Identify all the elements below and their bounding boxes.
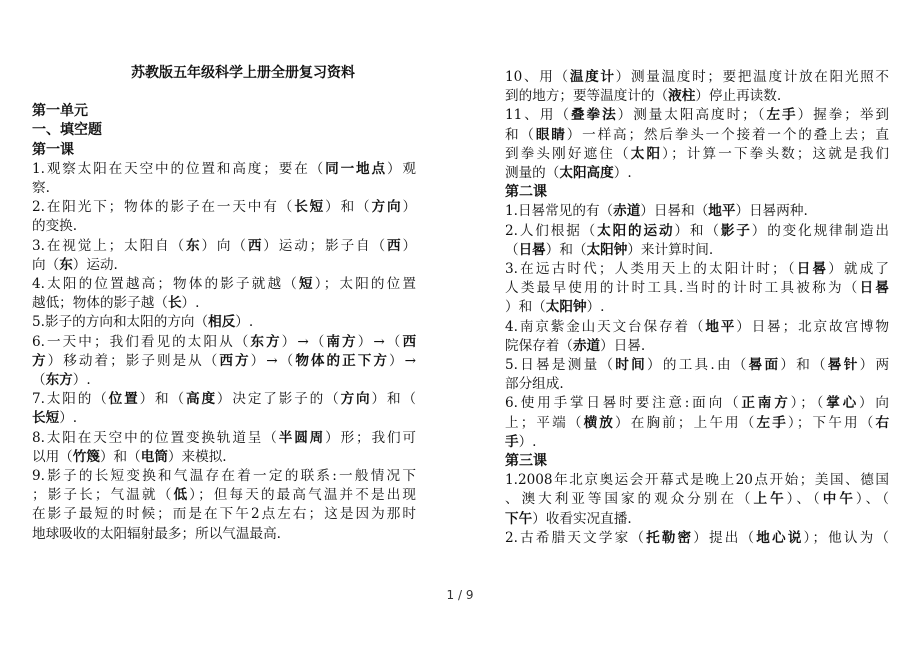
- text-segment: 测量的（: [505, 165, 560, 182]
- answer-text: 位置: [108, 391, 140, 408]
- text-segment: ）日晷；北京故宫博物: [736, 318, 889, 335]
- answer-text: 赤道: [613, 203, 641, 220]
- answer-text: 电筒: [140, 448, 168, 465]
- text-line: [32, 294, 416, 313]
- text-segment: ）.: [613, 165, 632, 182]
- text-line: [505, 394, 889, 413]
- text-line: [505, 164, 889, 183]
- text-segment: ）向: [859, 395, 889, 412]
- text-segment: ）日晷两种.: [735, 203, 808, 220]
- answer-text: 赤道: [572, 337, 601, 354]
- answer-text: 方向: [371, 199, 403, 216]
- text-segment: ）收看实况直播.: [532, 510, 632, 527]
- text-segment: ）移动着；影子则是从（: [47, 352, 220, 369]
- text-segment: 、澳大利亚等国家的观众分别在（: [505, 491, 754, 508]
- answer-text: 横放: [583, 414, 616, 431]
- answer-text: 相反: [208, 314, 236, 331]
- text-segment: 2.古希腊天文学家（: [505, 529, 647, 546]
- answer-text: 物体的正下方: [295, 352, 390, 369]
- answer-text: 日晷: [518, 241, 546, 258]
- text-segment: 9.影子的长短变换和气温存在着一定的联系:一般情况下: [32, 468, 416, 485]
- answer-text: 太阳钟: [545, 299, 587, 316]
- text-line: [32, 429, 416, 448]
- answer-text: 地平: [708, 203, 736, 220]
- answer-text: 右: [875, 414, 889, 431]
- answer-text: 温度计: [569, 69, 616, 85]
- answer-text: 左手: [766, 107, 798, 124]
- text-segment: 察.: [32, 180, 50, 197]
- text-segment: ）→: [389, 352, 416, 369]
- text-segment: 8.太阳在天空中的位置变换轨道呈（: [32, 429, 279, 446]
- text-segment: ）和（: [674, 222, 721, 239]
- lesson-heading: 第二课: [505, 184, 547, 201]
- text-line: [505, 490, 889, 509]
- text-segment: 6.一天中；我们看见的太阳从（: [32, 333, 251, 350]
- text-line: [505, 279, 889, 298]
- answer-text: 日晷: [796, 261, 829, 278]
- text-segment: 以用（: [32, 448, 73, 465]
- answer-text: 晷针: [827, 357, 860, 374]
- text-segment: ）向（: [201, 237, 248, 254]
- answer-text: 眼睛: [535, 126, 567, 143]
- text-segment: ）；计算一下拳头数；这就是我们: [662, 145, 889, 162]
- text-segment: （: [32, 372, 46, 389]
- text-segment: ）、（: [786, 491, 823, 508]
- text-line: [505, 356, 889, 375]
- text-segment: 5.日晷是测量（: [505, 357, 616, 374]
- answer-text: 晷面: [748, 357, 781, 374]
- lesson-heading: 第一课: [32, 141, 74, 158]
- text-segment: ）和（: [505, 299, 546, 316]
- answer-text: 时间: [615, 357, 647, 374]
- text-segment: 1.日晷常见的有（: [505, 203, 614, 220]
- text-segment: ）.: [518, 433, 537, 450]
- text-segment: ）握拳；举到: [797, 107, 889, 124]
- text-line: [32, 467, 416, 486]
- text-segment: ）→（: [250, 352, 296, 369]
- answer-text: 西: [402, 333, 416, 350]
- answer-text: 东: [59, 256, 73, 273]
- text-segment: ）和（: [780, 357, 828, 374]
- text-segment: 上；平端（: [505, 414, 584, 431]
- text-line: [32, 256, 416, 275]
- text-segment: ）的变化规律制造出: [751, 222, 889, 239]
- answer-text: 长短: [32, 410, 60, 427]
- answer-text: 正南方: [741, 395, 791, 412]
- lesson-heading: 第三课: [505, 453, 547, 470]
- text-segment: ）: [402, 237, 416, 254]
- answer-text: 中午: [822, 491, 856, 508]
- text-segment: 部分组成.: [505, 376, 564, 393]
- answer-text: 竹篾: [72, 448, 100, 465]
- text-segment: 向（: [32, 256, 60, 273]
- answer-text: 方: [32, 352, 48, 369]
- text-line: [505, 222, 889, 241]
- answer-text: 影子: [720, 222, 752, 239]
- text-segment: ）一样高；然后拳头一个接着一个的叠上去；直: [566, 126, 889, 143]
- text-segment: ）两: [859, 357, 889, 374]
- text-line: [505, 529, 889, 548]
- text-segment: ）运动.: [72, 256, 118, 273]
- text-segment: ）决定了影子的（: [216, 391, 341, 408]
- text-line: [32, 448, 416, 467]
- text-segment: 10、用（: [505, 69, 570, 85]
- text-line: [32, 313, 416, 332]
- text-segment: ）和（: [371, 391, 416, 408]
- text-segment: ）运动；影子自（: [263, 237, 387, 254]
- text-line: [505, 126, 889, 145]
- text-segment: ）来计算时间.: [627, 241, 714, 258]
- answer-text: 手: [505, 433, 519, 450]
- text-line: [32, 352, 416, 371]
- text-line: [505, 471, 889, 490]
- text-segment: ）；（: [790, 395, 827, 412]
- answer-text: 太阳的运动: [597, 222, 675, 239]
- text-segment: ）测量太阳高度时；（: [617, 107, 767, 124]
- text-segment: 11、用（: [505, 107, 571, 124]
- answer-text: 东方: [250, 333, 282, 350]
- answer-text: 液柱: [668, 88, 696, 105]
- answer-text: 地平: [705, 318, 737, 335]
- text-line: [505, 298, 889, 317]
- text-line: [505, 68, 889, 87]
- text-segment: ）.: [235, 314, 254, 331]
- text-segment: ）；太阳的位置: [314, 276, 416, 293]
- text-line: [505, 87, 889, 106]
- text-segment: 3.在远古时代；人类用天上的太阳计时；（: [505, 261, 797, 278]
- text-segment: 人类最早使用的计时工具.当时的计时工具被称为（: [505, 280, 860, 297]
- right-column: [505, 68, 889, 548]
- text-line: [505, 510, 889, 529]
- text-segment: ）日晷.: [600, 337, 646, 354]
- text-segment: 4.太阳的位置越高；物体的影子就越（: [32, 276, 300, 293]
- answer-text: 叠拳法: [570, 107, 618, 124]
- answer-text: 南方: [326, 333, 358, 350]
- text-segment: 2.在阳光下；物体的影子在一天中有（: [32, 199, 295, 216]
- answer-text: 东: [185, 237, 202, 254]
- text-line: [505, 241, 889, 260]
- answer-text: 西: [247, 237, 264, 254]
- text-segment: ）.: [181, 295, 200, 312]
- answer-text: 半圆周: [278, 429, 326, 446]
- text-segment: ）停止再读数.: [695, 88, 782, 105]
- text-line: [32, 179, 416, 198]
- text-line: [32, 525, 416, 544]
- answer-text: 地心说: [756, 529, 804, 546]
- text-segment: 越低；物体的影子越（: [32, 295, 168, 312]
- answer-text: 下午: [505, 510, 533, 527]
- unit-heading: 第一单元: [32, 103, 88, 120]
- text-line: [505, 145, 889, 164]
- text-segment: ）→（: [357, 333, 403, 350]
- text-line: [505, 414, 889, 433]
- text-line: [505, 202, 889, 221]
- text-segment: 6.使用手掌日晷时要注意:面向（: [505, 395, 742, 412]
- text-line: [505, 106, 889, 125]
- text-line: [32, 217, 416, 236]
- text-segment: ）和（: [99, 448, 141, 465]
- answer-text: 托勒密: [646, 529, 694, 546]
- answer-text: 东方: [45, 372, 73, 389]
- text-segment: ）和（: [545, 241, 587, 258]
- answer-text: 同一地点: [325, 160, 387, 177]
- text-line: [505, 260, 889, 279]
- text-segment: ）.: [59, 410, 78, 427]
- text-segment: 1.观察太阳在天空中的位置和高度；要在（: [32, 160, 326, 177]
- text-segment: 地球吸收的太阳辐射最多；所以气温最高.: [32, 525, 282, 542]
- text-line: [32, 486, 416, 505]
- text-segment: ）.: [586, 299, 605, 316]
- text-segment: 7.太阳的（: [32, 391, 109, 408]
- text-segment: ）的工具.由（: [647, 357, 749, 374]
- text-segment: ；影子长；气温就（: [32, 487, 174, 504]
- text-segment: （: [505, 241, 519, 258]
- text-segment: ）形；我们可: [325, 429, 416, 446]
- text-segment: 的变换.: [32, 218, 78, 235]
- text-segment: 3.在视觉上；太阳自（: [32, 237, 186, 254]
- text-segment: ）和（: [139, 391, 186, 408]
- text-segment: ）观: [386, 160, 416, 177]
- answer-text: 长短: [294, 199, 326, 216]
- text-segment: 院保存着（: [505, 337, 573, 354]
- text-line: [32, 160, 416, 179]
- text-segment: ）、（: [855, 491, 889, 508]
- answer-text: 方向: [340, 391, 372, 408]
- section-heading: 一、填空题: [32, 122, 102, 139]
- text-line: [505, 375, 889, 394]
- text-segment: ）→（: [281, 333, 327, 350]
- text-line: [32, 505, 416, 524]
- text-segment: 到的地方；要等温度计的（: [505, 88, 669, 105]
- text-line: [32, 333, 416, 352]
- text-line: [505, 433, 889, 452]
- answer-text: 西: [386, 237, 403, 254]
- text-segment: ）和（: [325, 199, 372, 216]
- text-segment: ）；下午用（: [787, 414, 876, 431]
- answer-text: 低: [173, 487, 190, 504]
- answer-text: 短: [299, 276, 315, 293]
- answer-text: 太阳: [630, 145, 663, 162]
- text-line: [32, 371, 416, 390]
- text-segment: ）；他认为（: [803, 529, 889, 546]
- left-text-body: [32, 160, 416, 544]
- answer-text: 西方: [219, 352, 251, 369]
- answer-text: 左手: [756, 414, 788, 431]
- text-line: [505, 337, 889, 356]
- answer-text: 太阳钟: [586, 241, 628, 258]
- left-column: [32, 64, 416, 544]
- text-segment: ）.: [72, 372, 91, 389]
- text-line: [32, 198, 416, 217]
- text-line: [505, 318, 889, 337]
- text-segment: 和（: [505, 126, 536, 143]
- answer-text: 太阳高度: [559, 165, 614, 182]
- page-number: 1 / 9: [446, 588, 474, 602]
- text-segment: ）提出（: [693, 529, 757, 546]
- text-line: [32, 237, 416, 256]
- text-segment: 1.2008年北京奥运会开幕式是晚上20点开始；美国、德国: [505, 472, 889, 489]
- text-segment: ）日晷和（: [640, 203, 709, 220]
- text-segment: ）就成了: [828, 261, 889, 278]
- text-segment: 2.人们根据（: [505, 222, 598, 239]
- document-title: 苏教版五年级科学上册全册复习资料: [131, 65, 355, 81]
- text-segment: ）在胸前；上午用（: [615, 414, 757, 431]
- answer-text: 上午: [753, 491, 787, 508]
- answer-text: 日晷: [859, 280, 889, 297]
- answer-text: 长: [167, 295, 182, 312]
- text-segment: ）来模拟.: [167, 448, 227, 465]
- text-segment: 5.影子的方向和太阳的方向（: [32, 314, 209, 331]
- text-segment: ）；但每天的最高气温并不是出现: [189, 487, 416, 504]
- text-segment: 4.南京紫金山天文台保存着（: [505, 318, 706, 335]
- text-segment: ）测量温度时；要把温度计放在阳光照不: [615, 69, 889, 85]
- text-line: [32, 390, 416, 409]
- text-segment: ）: [402, 199, 416, 216]
- text-line: [32, 275, 416, 294]
- text-segment: 到拳头刚好遮住（: [505, 145, 631, 162]
- answer-text: 高度: [185, 391, 217, 408]
- text-segment: 在影子最短的时候；而是在下午2点左右；这是因为那时: [32, 506, 416, 523]
- answer-text: 掌心: [826, 395, 860, 412]
- text-line: [32, 409, 416, 428]
